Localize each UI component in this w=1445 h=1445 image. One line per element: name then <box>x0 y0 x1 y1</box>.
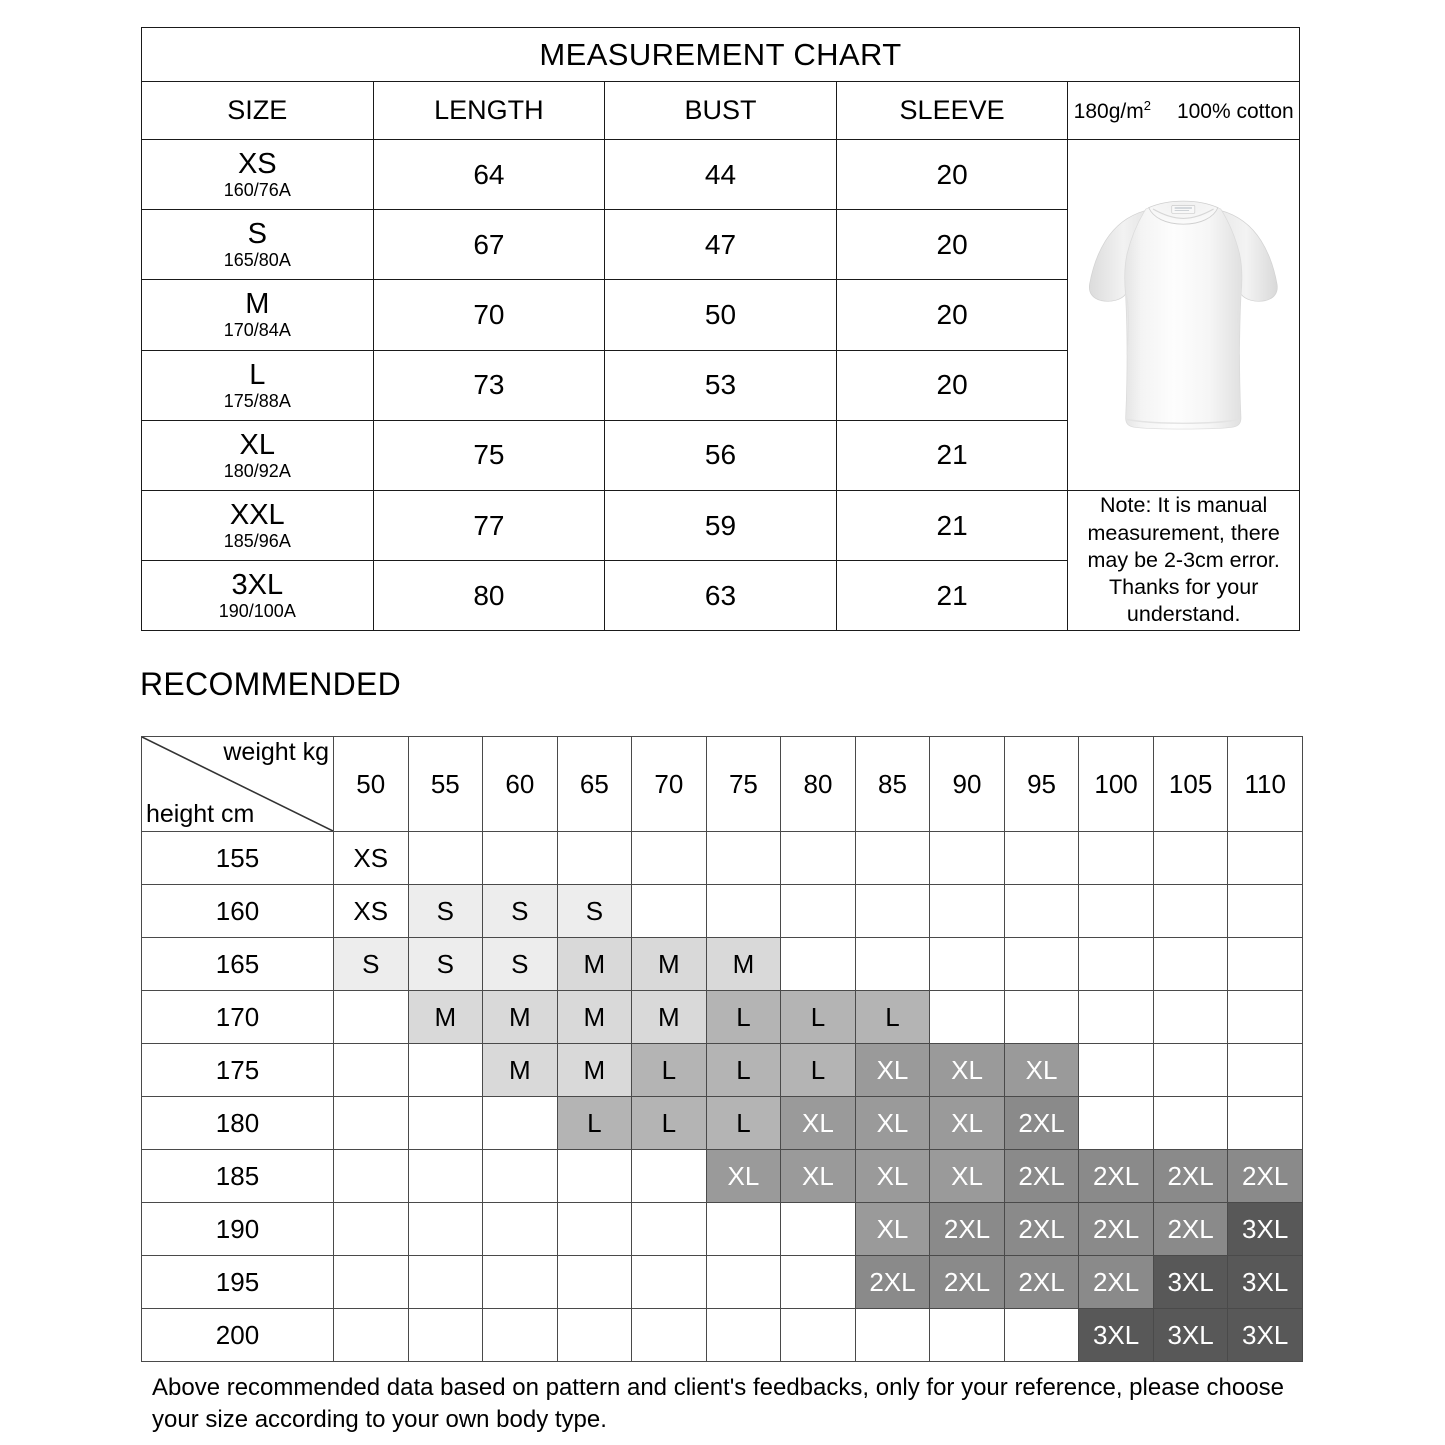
weight-column-header: 80 <box>781 737 856 832</box>
size-cell-empty <box>706 832 781 885</box>
size-cell-l: L <box>855 991 930 1044</box>
size-cell-empty <box>557 1203 632 1256</box>
column-header-bust: BUST <box>605 82 837 140</box>
size-cell-m: M <box>557 1044 632 1097</box>
size-cell-3xl: 3XL <box>1228 1203 1303 1256</box>
axis-corner-cell <box>142 737 334 832</box>
bust-value: 53 <box>605 350 837 420</box>
weight-column-header: 95 <box>1004 737 1079 832</box>
size-cell-l: L <box>706 1097 781 1150</box>
tshirt-photo <box>1068 140 1299 490</box>
size-cell <box>142 140 374 210</box>
size-cell-l: L <box>706 1044 781 1097</box>
recommended-footer-note: Above recommended data based on pattern and client's feedbacks, only for your reference, please choose your size according to your own body type. <box>152 1374 1284 1433</box>
size-cell-xs: XS <box>334 832 409 885</box>
size-cell-empty <box>1228 885 1303 938</box>
size-cell-empty <box>930 991 1005 1044</box>
size-cell-empty <box>632 832 707 885</box>
size-cell-2xl: 2XL <box>1004 1203 1079 1256</box>
size-cell-empty <box>706 1203 781 1256</box>
size-cell-empty <box>930 938 1005 991</box>
sleeve-value: 21 <box>836 420 1068 490</box>
size-cell-2xl: 2XL <box>930 1203 1005 1256</box>
size-cell-3xl: 3XL <box>1153 1256 1228 1309</box>
size-cell-2xl: 2XL <box>1153 1150 1228 1203</box>
measurement-chart-table <box>141 27 1300 631</box>
size-cell-empty <box>930 832 1005 885</box>
size-cell-empty <box>1228 1044 1303 1097</box>
size-cell-m: M <box>557 938 632 991</box>
sleeve-value: 20 <box>836 350 1068 420</box>
size-cell-2xl: 2XL <box>1228 1150 1303 1203</box>
size-cell-empty <box>408 1309 483 1362</box>
grid-row <box>142 1044 1303 1097</box>
size-sublabel: 170/84A <box>223 320 291 341</box>
size-cell-empty <box>1004 991 1079 1044</box>
size-cell-s: S <box>408 938 483 991</box>
size-cell-empty <box>781 832 856 885</box>
size-cell-empty <box>781 1256 856 1309</box>
size-cell-m: M <box>408 991 483 1044</box>
column-header-length: LENGTH <box>373 82 605 140</box>
size-cell-xl: XL <box>855 1044 930 1097</box>
size-cell-empty <box>930 1309 1005 1362</box>
size-cell-l: L <box>557 1097 632 1150</box>
tshirt-icon <box>1068 140 1299 490</box>
size-sublabel: 190/100A <box>218 601 296 621</box>
weight-column-header: 75 <box>706 737 781 832</box>
size-cell-empty <box>781 1309 856 1362</box>
size-cell-empty <box>855 832 930 885</box>
size-cell-empty <box>632 1256 707 1309</box>
size-cell-empty <box>408 1203 483 1256</box>
size-cell-empty <box>483 1309 558 1362</box>
size-cell-empty <box>483 1150 558 1203</box>
size-label: XL <box>239 428 276 461</box>
height-row-header: 170 <box>142 991 334 1044</box>
size-cell-empty <box>1004 938 1079 991</box>
grid-row <box>142 938 1303 991</box>
size-cell-empty <box>1079 1044 1154 1097</box>
size-label: 3XL <box>231 569 284 601</box>
size-cell-empty <box>483 1203 558 1256</box>
length-value: 73 <box>373 350 605 420</box>
length-value: 77 <box>373 491 605 561</box>
table-row <box>142 140 1300 210</box>
size-cell-xl: XL <box>930 1097 1005 1150</box>
size-cell-empty <box>1228 938 1303 991</box>
size-cell <box>142 491 374 561</box>
weight-column-header: 105 <box>1153 737 1228 832</box>
size-cell-empty <box>334 1203 409 1256</box>
recommended-size-grid <box>141 736 1303 1362</box>
sleeve-value: 20 <box>836 210 1068 280</box>
size-cell-m: M <box>483 1044 558 1097</box>
weight-column-header: 85 <box>855 737 930 832</box>
fabric-material-value: 100% cotton <box>1176 99 1294 123</box>
size-cell-m: M <box>483 991 558 1044</box>
size-cell-xl: XL <box>855 1203 930 1256</box>
size-cell-2xl: 2XL <box>1079 1203 1154 1256</box>
size-cell-empty <box>632 1309 707 1362</box>
size-cell-2xl: 2XL <box>1079 1150 1154 1203</box>
size-cell-empty <box>1004 885 1079 938</box>
size-cell-empty <box>1004 832 1079 885</box>
grid-row <box>142 1097 1303 1150</box>
size-cell-empty <box>557 1150 632 1203</box>
measurement-chart-section <box>141 27 1300 631</box>
size-cell-empty <box>1004 1309 1079 1362</box>
height-row-header: 175 <box>142 1044 334 1097</box>
size-cell <box>142 420 374 490</box>
bust-value: 44 <box>605 140 837 210</box>
grid-row <box>142 991 1303 1044</box>
fabric-weight-value: 180g/m <box>1073 99 1144 123</box>
axis-label-weight: weight kg <box>223 738 329 766</box>
table-row <box>142 491 1300 561</box>
size-cell <box>142 561 374 631</box>
size-cell-empty <box>706 1309 781 1362</box>
size-cell-xl: XL <box>1004 1044 1079 1097</box>
height-row-header: 185 <box>142 1150 334 1203</box>
size-cell-empty <box>557 1256 632 1309</box>
size-label: L <box>249 358 266 391</box>
height-row-header: 200 <box>142 1309 334 1362</box>
size-cell-xl: XL <box>855 1097 930 1150</box>
size-cell-3xl: 3XL <box>1228 1309 1303 1362</box>
size-sublabel: 185/96A <box>223 531 291 551</box>
size-cell-empty <box>483 832 558 885</box>
weight-column-header: 55 <box>408 737 483 832</box>
size-cell-empty <box>1228 832 1303 885</box>
length-value: 75 <box>373 420 605 490</box>
size-cell-xl: XL <box>930 1044 1005 1097</box>
size-cell-empty <box>408 1097 483 1150</box>
length-value: 80 <box>373 561 605 631</box>
weight-column-header: 50 <box>334 737 409 832</box>
fabric-weight-exponent: 2 <box>1143 97 1151 113</box>
size-cell-empty <box>706 1256 781 1309</box>
size-cell-empty <box>557 1309 632 1362</box>
size-cell-xl: XL <box>855 1150 930 1203</box>
size-cell-s: S <box>408 885 483 938</box>
measurement-chart-title: MEASUREMENT CHART <box>142 28 1300 82</box>
size-cell-empty <box>408 832 483 885</box>
bust-value: 56 <box>605 420 837 490</box>
column-header-sleeve: SLEEVE <box>836 82 1068 140</box>
size-cell-empty <box>632 885 707 938</box>
weight-column-header: 110 <box>1228 737 1303 832</box>
recommended-section-title: RECOMMENDED <box>140 666 402 702</box>
size-cell-empty <box>1079 938 1154 991</box>
grid-row <box>142 832 1303 885</box>
size-cell <box>142 280 374 350</box>
size-cell-l: L <box>706 991 781 1044</box>
weight-column-header: 90 <box>930 737 1005 832</box>
bust-value: 59 <box>605 491 837 561</box>
size-cell-2xl: 2XL <box>930 1256 1005 1309</box>
size-cell-empty <box>334 1256 409 1309</box>
size-cell-empty <box>1153 832 1228 885</box>
size-label: S <box>247 218 267 251</box>
size-cell-empty <box>483 1097 558 1150</box>
size-cell-empty <box>632 1203 707 1256</box>
size-cell-empty <box>1079 832 1154 885</box>
sleeve-value: 20 <box>836 140 1068 210</box>
height-row-header: 190 <box>142 1203 334 1256</box>
size-cell-l: L <box>781 1044 856 1097</box>
size-cell-empty <box>1228 991 1303 1044</box>
size-cell-3xl: 3XL <box>1079 1309 1154 1362</box>
size-cell-empty <box>1153 1044 1228 1097</box>
product-image-cell <box>1068 140 1300 491</box>
weight-column-header: 70 <box>632 737 707 832</box>
size-cell-3xl: 3XL <box>1228 1256 1303 1309</box>
grid-row <box>142 1309 1303 1362</box>
sleeve-value: 20 <box>836 280 1068 350</box>
height-row-header: 180 <box>142 1097 334 1150</box>
height-row-header: 165 <box>142 938 334 991</box>
recommended-size-grid-section <box>141 736 1303 1362</box>
size-sublabel: 160/76A <box>223 180 291 201</box>
column-header-size: SIZE <box>142 82 374 140</box>
length-value: 64 <box>373 140 605 210</box>
size-cell-2xl: 2XL <box>1004 1097 1079 1150</box>
size-cell-l: L <box>632 1097 707 1150</box>
size-sublabel: 165/80A <box>223 250 291 271</box>
grid-row <box>142 885 1303 938</box>
size-cell-empty <box>1079 991 1154 1044</box>
size-cell-empty <box>408 1150 483 1203</box>
size-cell-empty <box>781 1203 856 1256</box>
size-cell-empty <box>632 1150 707 1203</box>
grid-header-row <box>142 737 1303 832</box>
size-cell-3xl: 3XL <box>1153 1309 1228 1362</box>
size-cell-xl: XL <box>781 1150 856 1203</box>
size-cell-s: S <box>483 938 558 991</box>
length-value: 67 <box>373 210 605 280</box>
size-cell-xs: XS <box>334 885 409 938</box>
size-cell-empty <box>1153 1097 1228 1150</box>
size-cell-m: M <box>706 938 781 991</box>
size-cell-l: L <box>781 991 856 1044</box>
size-cell-s: S <box>483 885 558 938</box>
size-sublabel: 175/88A <box>223 390 291 411</box>
height-row-header: 155 <box>142 832 334 885</box>
size-cell-empty <box>930 885 1005 938</box>
size-cell-m: M <box>557 991 632 1044</box>
height-row-header: 160 <box>142 885 334 938</box>
size-cell-empty <box>1079 885 1154 938</box>
size-cell-empty <box>1153 885 1228 938</box>
sleeve-value: 21 <box>836 491 1068 561</box>
size-cell-empty <box>334 1097 409 1150</box>
axis-label-height: height cm <box>146 800 255 828</box>
size-cell-empty <box>855 1309 930 1362</box>
size-cell-empty <box>334 1150 409 1203</box>
size-cell-2xl: 2XL <box>1004 1256 1079 1309</box>
size-cell-empty <box>855 885 930 938</box>
size-cell-empty <box>706 885 781 938</box>
size-cell-empty <box>408 1044 483 1097</box>
size-cell-empty <box>1079 1097 1154 1150</box>
size-label: XXL <box>229 499 285 531</box>
size-cell-m: M <box>632 991 707 1044</box>
size-cell-xl: XL <box>781 1097 856 1150</box>
size-cell-empty <box>334 1044 409 1097</box>
size-cell-xl: XL <box>930 1150 1005 1203</box>
size-cell-empty <box>855 938 930 991</box>
sleeve-value: 21 <box>836 561 1068 631</box>
fabric-spec-header <box>1068 82 1300 140</box>
grid-row <box>142 1150 1303 1203</box>
size-cell-empty <box>1228 1097 1303 1150</box>
height-row-header: 195 <box>142 1256 334 1309</box>
size-cell-2xl: 2XL <box>1079 1256 1154 1309</box>
size-cell-empty <box>334 991 409 1044</box>
size-label: M <box>245 288 270 321</box>
size-cell-empty <box>781 885 856 938</box>
size-cell-2xl: 2XL <box>855 1256 930 1309</box>
size-cell-2xl: 2XL <box>1153 1203 1228 1256</box>
size-label: XS <box>237 148 277 181</box>
bust-value: 47 <box>605 210 837 280</box>
weight-column-header: 65 <box>557 737 632 832</box>
size-cell-l: L <box>632 1044 707 1097</box>
size-cell-empty <box>781 938 856 991</box>
grid-row <box>142 1203 1303 1256</box>
weight-column-header: 100 <box>1079 737 1154 832</box>
grid-row <box>142 1256 1303 1309</box>
size-cell-2xl: 2XL <box>1004 1150 1079 1203</box>
size-cell-s: S <box>334 938 409 991</box>
size-cell-xl: XL <box>706 1150 781 1203</box>
bust-value: 63 <box>605 561 837 631</box>
size-sublabel: 180/92A <box>223 460 291 481</box>
size-cell-empty <box>334 1309 409 1362</box>
length-value: 70 <box>373 280 605 350</box>
size-cell <box>142 210 374 280</box>
size-cell-s: S <box>557 885 632 938</box>
size-cell-empty <box>557 832 632 885</box>
size-cell-empty <box>1153 991 1228 1044</box>
bust-value: 50 <box>605 280 837 350</box>
size-cell-m: M <box>632 938 707 991</box>
manual-measurement-note: Note: It is manual measurement, there may be 2-3cm error. Thanks for your understand. <box>1068 491 1300 631</box>
size-cell-empty <box>483 1256 558 1309</box>
size-cell-empty <box>1153 938 1228 991</box>
size-cell-empty <box>408 1256 483 1309</box>
weight-column-header: 60 <box>483 737 558 832</box>
size-cell <box>142 350 374 420</box>
